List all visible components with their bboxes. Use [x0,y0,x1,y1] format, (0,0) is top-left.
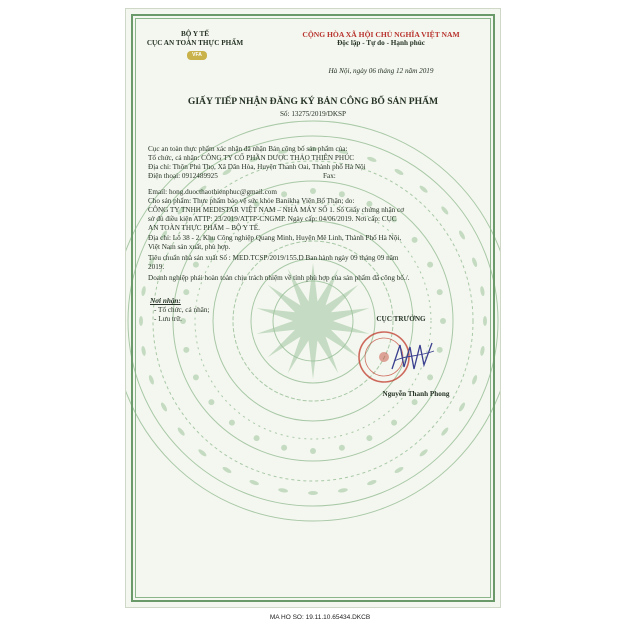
manufacturer-line-3: AN TOÀN THỰC PHẨM – BỘ Y TẾ. [148,224,260,232]
body-intro: Cục an toàn thực phẩm xác nhận đã nhận Bản công bố sản phẩm của: [148,145,348,153]
manufacturer-address-2: Việt Nam sản xuất, phù hợp. [148,243,231,251]
dossier-code: MA HO SO: 19.11.10.65434.DKCB [269,614,371,621]
recipient-item: - Tổ chức, cá nhân; [154,306,210,314]
recipients-label: Nơi nhận: [150,297,181,305]
email: Email: hong.duocthaothienphuc@gmail.com [148,188,277,196]
recipient-item: - Lưu trữ. [154,315,182,323]
document-number: Số: 13275/2019/DKSP [279,110,347,118]
applicant-address: Địa chỉ: Thôn Phú Thọ, Xã Dân Hòa, Huyện Thanh Oai, Thành phố Hà Nội [148,163,366,171]
signer-role: CỤC TRƯỞNG [376,315,426,323]
manufacturer-line-2: sở đủ điều kiện ATTP: 23/2019/ATTP-CNGMP. Ngày cấp: 04/06/2019. Nơi cấp: CỤC [148,215,397,223]
fax: Fax: [323,172,336,180]
signer-name: Nguyễn Thanh Phong [382,390,450,398]
manufacturer-line-1: CÔNG TY TNHH MEDISTAR VIỆT NAM – NHÀ MÁY SỐ 1. Số Giấy chứng nhận cơ [148,206,405,214]
standard-line-2: 2019. [148,263,165,271]
responsibility-note: Doanh nghiệp phải hoàn toàn chịu trách nhiệm về tính phù hợp của sản phẩm đã công bố./. [148,274,410,282]
place-date: Hà Nội, ngày 06 tháng 12 năm 2019 [328,67,434,75]
agency-name: CỤC AN TOÀN THỰC PHẨM [146,39,244,47]
manufacturer-address-1: Địa chỉ: Lô 38 - 2, Khu Công nghiệp Quang Minh, Huyện Mê Linh, Thành Phố Hà Nội, [148,234,402,242]
phone: Điện thoại: 0912489925 [148,172,218,180]
ministry-name: BỘ Y TẾ [180,30,210,38]
applicant: Tổ chức, cá nhân: CÔNG TY CỔ PHẦN DƯỢC THẢO THIÊN PHÚC [148,154,355,162]
standard-line-1: Tiêu chuẩn nhà sản xuất Số : MED.TCSP/2019/155.D Ban hành ngày 09 tháng 09 năm [148,254,399,262]
document-title: GIẤY TIẾP NHẬN ĐĂNG KÝ BẢN CÔNG BỐ SẢN PHẨM [187,96,439,107]
agency-logo: VFA [187,51,207,60]
product-line: Cho sản phẩm: Thực phẩm bảo vệ sức khỏe Banikha Viên Bổ Thận; do: [148,197,355,205]
handwritten-signature [388,339,438,379]
national-motto: Độc lập - Tự do - Hạnh phúc [337,39,425,47]
nation-title: CỘNG HÒA XÃ HỘI CHỦ NGHĨA VIỆT NAM [302,30,460,39]
certificate-sheet [125,8,501,608]
